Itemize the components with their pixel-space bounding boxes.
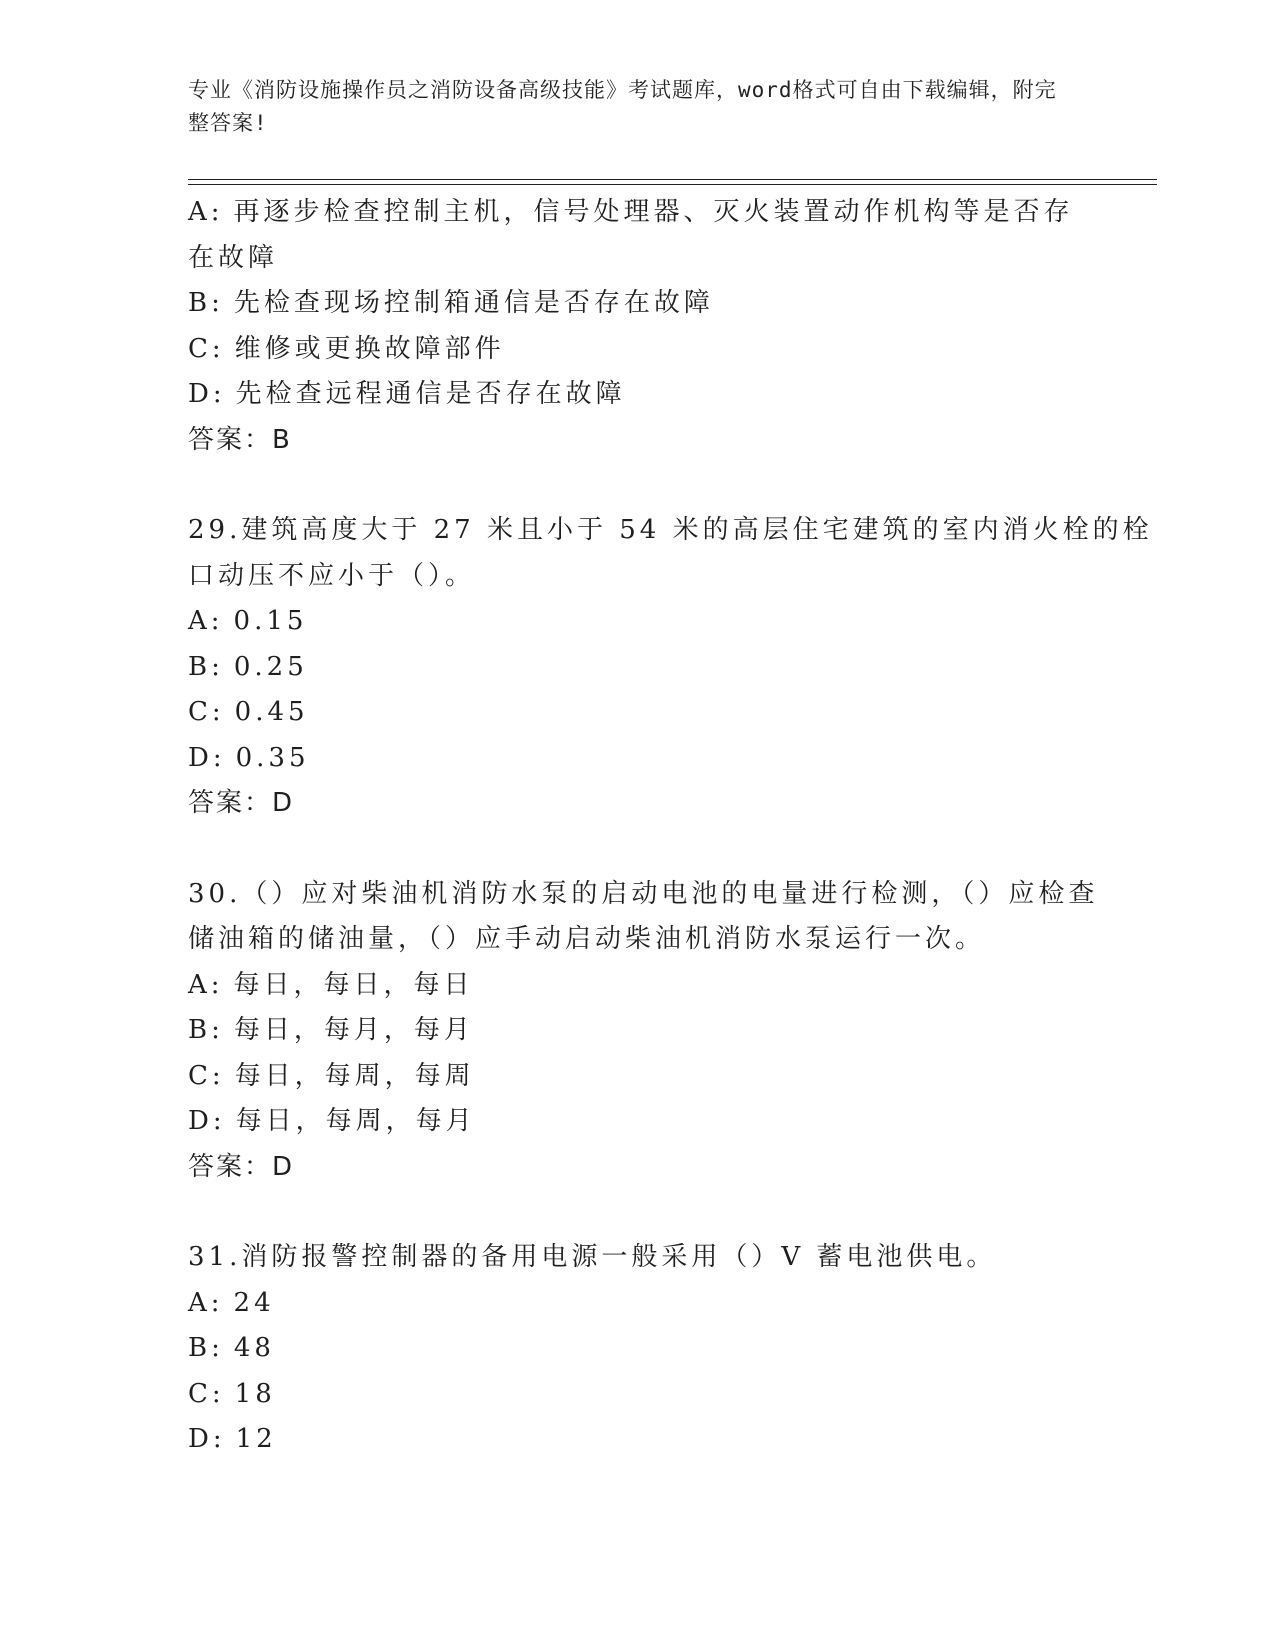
answer-label: 答案：D: [188, 1151, 295, 1182]
document-header: 专业《消防设施操作员之消防设备高级技能》考试题库，word格式可自由下载编辑，附完整答案!: [188, 78, 1057, 135]
question-stem-line: 31.消防报警控制器的备用电源一般采用（）V 蓄电池供电。: [188, 1242, 997, 1272]
question-content: [188, 190, 1153, 1463]
question-stem-line: 30.（）应对柴油机消防水泵的启动电池的电量进行检测，（）应检查: [188, 878, 1099, 909]
option-b: B: 每日，每月，每月: [188, 1015, 474, 1045]
option-a: A: 每日，每日，每日: [188, 969, 474, 1000]
option-b: B: 先检查现场控制箱通信是否存在故障: [188, 288, 714, 318]
question-30: [188, 872, 1099, 1191]
question-stem-line: 29.建筑高度大于 27 米且小于 54 米的高层住宅建筑的室内消火栓的栓: [188, 515, 1153, 545]
header-divider-top: [188, 179, 1157, 180]
question-29: [188, 508, 1153, 827]
question-28-continued: [188, 190, 1088, 463]
answer-label: 答案：B: [188, 424, 292, 455]
question-31: [188, 1235, 1088, 1463]
option-b: B: 0.25: [188, 651, 308, 682]
option-a: A: 0.15: [188, 606, 308, 636]
option-d: D: 12: [188, 1424, 277, 1454]
option-d: D: 0.35: [188, 742, 310, 773]
option-c: C: 18: [188, 1378, 276, 1409]
option-a: A: 24: [188, 1287, 275, 1318]
answer-label: 答案：D: [188, 788, 295, 818]
option-a: A: 再逐步检查控制主机，信号处理器、灭火装置动作机构等是否存在故障: [188, 197, 1074, 273]
option-d: D: 每日，每周，每月: [188, 1106, 476, 1136]
option-c: C: 维修或更换故障部件: [188, 333, 505, 364]
option-c: C: 0.45: [188, 697, 309, 727]
option-c: C: 每日，每周，每周: [188, 1060, 475, 1091]
question-stem-line: 口动压不应小于（）。: [188, 560, 476, 591]
question-stem-line: 储油箱的储油量，（）应手动启动柴油机消防水泵运行一次。: [188, 924, 986, 954]
option-d: D: 先检查远程通信是否存在故障: [188, 379, 626, 409]
header-divider-bottom: [188, 184, 1157, 185]
option-b: B: 48: [188, 1333, 275, 1363]
